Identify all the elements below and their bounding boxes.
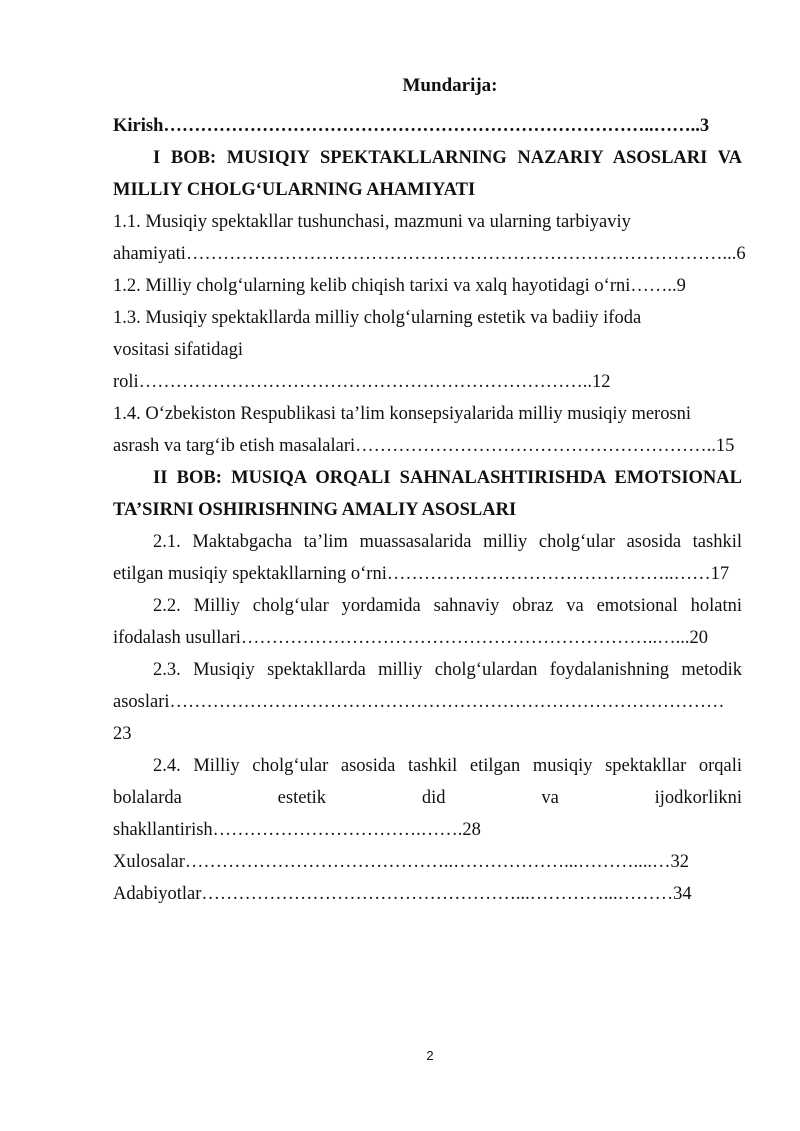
toc-section-1-3-line1: 1.3. Musiqiy spektakllarda milliy cholg‘ularning estetik va badiiy ifoda — [113, 308, 642, 328]
toc-section-2-4-line3: shakllantirish…………………………….…….28 — [113, 820, 481, 840]
toc-section-1-2: 1.2. Milliy cholg‘ularning kelib chiqish tarixi va xalq hayotidagi o‘rni……..9 — [113, 276, 686, 296]
toc-chapter1-line1: I BOB: MUSIQIY SPEKTAKLLARNING NAZARIY ASOSLARI VA — [153, 148, 742, 168]
toc-section-1-4-line2: asrash va targ‘ib etish masalalari…………………………………………………..15 — [113, 436, 735, 456]
toc-chapter1-line2: MILLIY CHOLG‘ULARNING AHAMIYATI — [113, 180, 476, 200]
toc-section-2-2-line2: ifodalash usullari…………………………………………………………..…...20 — [113, 628, 709, 648]
toc-bibliography: Adabiyotlar……………………………………………...…………...………34 — [113, 884, 692, 904]
toc-section-2-4-line1: 2.4. Milliy cholg‘ular asosida tashkil etilgan musiqiy spektakllar orqali — [153, 756, 742, 776]
page-number: 2 — [426, 1048, 434, 1063]
toc-section-2-1-line1: 2.1. Maktabgacha ta’lim muassasalarida milliy cholg‘ular asosida tashkil — [153, 532, 742, 552]
toc-section-1-1-line2: ahamiyati……………………………………………………………………………...6 — [113, 244, 746, 264]
toc-conclusion: Xulosalar……………………………………..………………...………....…32 — [113, 852, 690, 872]
toc-section-1-3-line2: vositasi sifatidagi roli………………………………………………………………..12 — [113, 340, 611, 392]
toc-intro: Kirish……………………………………………………………………..……..3 — [113, 116, 710, 136]
toc-section-2-2-line1: 2.2. Milliy cholg‘ular yordamida sahnaviy obraz va emotsional holatni — [153, 596, 742, 616]
toc-section-2-3-line1: 2.3. Musiqiy spektakllarda milliy cholg‘ulardan foydalanishning metodik — [153, 660, 742, 680]
toc-section-2-3-line2: asoslari………………………………………………………………………………23 — [113, 692, 725, 744]
page-title: Mundarija: — [402, 75, 498, 96]
toc-chapter2-line1: II BOB: MUSIQA ORQALI SAHNALASHTIRISHDA EMOTSIONAL — [153, 468, 742, 488]
toc-section-1-4-line1: 1.4. O‘zbekiston Respublikasi ta’lim konsepsiyalarida milliy musiqiy merosni — [113, 404, 692, 424]
toc-section-2-4-line2: bolalarda estetik did va ijodkorlikni — [113, 788, 742, 808]
toc-section-2-1-line2: etilgan musiqiy spektakllarning o‘rni………………………………………..……17 — [113, 564, 730, 584]
table-of-contents — [113, 110, 746, 910]
toc-chapter2-line2: TA’SIRNI OSHIRISHNING AMALIY ASOSLARI — [113, 500, 517, 520]
toc-section-1-1-line1: 1.1. Musiqiy spektakllar tushunchasi, mazmuni va ularning tarbiyaviy — [113, 212, 631, 232]
